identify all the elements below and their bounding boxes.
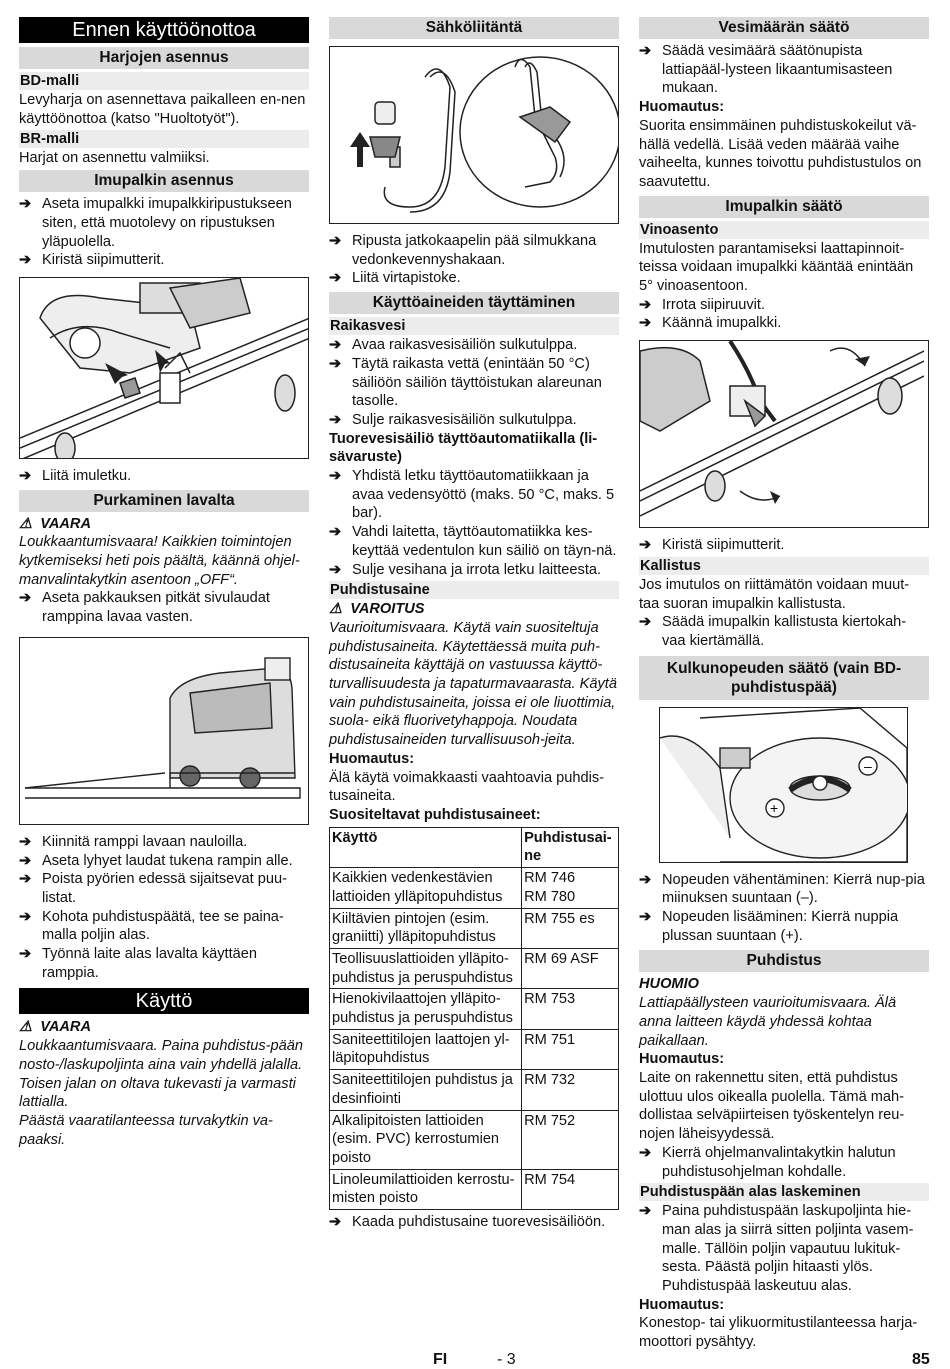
list-item: ➔ Liitä virtapistoke. <box>329 270 461 287</box>
list-item: ➔ Liitä imuletku. <box>19 467 132 484</box>
squeegee-angle-illustration <box>640 341 924 527</box>
heading-water-amount: Vesimäärän säätö <box>639 17 929 39</box>
arrow-icon: ➔ <box>329 524 342 541</box>
column-3 <box>639 17 929 1352</box>
heading-fresh-water: Raikasvesi <box>329 317 619 335</box>
list-item: ➔ Ripusta jatkokaapelin pää silmukkana vedonkevennyshakaan. <box>329 233 597 268</box>
detergent-table <box>329 827 619 1210</box>
arrow-icon: ➔ <box>19 852 32 869</box>
minus-sign: – <box>864 757 872 774</box>
bd-text: Levyharja on asennettava paikalleen en-nen käyttöönottoa (katso "Huoltotyöt"). <box>19 92 306 127</box>
heading-bd-model: BD-malli <box>19 72 309 90</box>
clean-note-text: Laite on rakennettu siten, että puhdistus ulottuu ulos oikealla puolella. Tämä mah-dollistaa selväpiirteisen työskentelyn reu-nojen läheisyydessä. <box>639 1069 905 1143</box>
table-row: Teollisuuslattioiden ylläpito-puhdistus ja peruspuhdistus RM 69 ASF <box>330 948 619 988</box>
cable-illustration <box>330 47 619 223</box>
footer-page-in-language: - 3 <box>497 1351 516 1368</box>
list-item: ➔ Vahdi laitetta, täyttöautomatiikka kes-keyttää vedentulon kun säiliö on täyn-nä. <box>329 524 617 559</box>
heading-detergent: Puhdistusaine <box>329 581 619 599</box>
tilt-step <box>639 613 929 650</box>
squeegee-illustration <box>20 278 309 458</box>
op-danger-text2: Päästä vaaratilanteessa turvakytkin va-paaksi. <box>19 1112 273 1148</box>
lower-note-text: Konestop- tai ylikuormitustilanteessa harja-moottori pysähtyy. <box>639 1315 918 1351</box>
final-step <box>329 1213 619 1232</box>
arrow-icon: ➔ <box>639 315 652 332</box>
arrow-icon: ➔ <box>19 467 32 484</box>
arrow-icon: ➔ <box>19 590 32 607</box>
speed-steps <box>639 871 929 946</box>
warning-icon: ⚠ <box>19 515 33 532</box>
oblique-steps <box>639 296 929 333</box>
heading-speed: Kulkunopeuden säätö (vain BD-puhdistuspää) <box>639 656 929 700</box>
water-step <box>639 42 929 98</box>
table-title: Suositeltavat puhdistusaineet: <box>329 806 541 823</box>
arrow-icon: ➔ <box>19 252 32 269</box>
lower-note-label: Huomautus: <box>639 1296 725 1313</box>
tighten-step <box>639 536 929 555</box>
list-item: ➔ Työnnä laite alas lavalta käyttäen ramppia. <box>19 946 257 981</box>
list-item: ➔ Täytä raikasta vettä (enintään 50 °C) säiliöön säiliön täyttöistukan alareunan tasolle. <box>329 355 602 410</box>
hose-step <box>19 467 309 486</box>
list-item: ➔ Nopeuden lisääminen: Kierrä nuppia plussan suuntaan (+). <box>639 909 899 944</box>
auto-fill-steps <box>329 467 619 579</box>
electric-steps <box>329 232 619 288</box>
list-item: ➔ Sulje vesihana ja irrota letku laitteesta. <box>329 561 602 578</box>
warning-text: Vaurioitumisvaara. Käytä vain suositeltuja puhdistusaineita. Käytettäessä muita puh-distusaineita käyttäjä on vastuussa käyttö-turvallisuudesta ja tapaturmavaarasta. Käytä vain puhdistusaineita, joissa ei ole liuottimia, suola- eikä fluorivetyhappoja. Noudata puhdistusaineiden turvallisuusoh-jeita. <box>329 619 617 749</box>
list-item: ➔ Avaa raikasvesisäiliön sulkutulppa. <box>329 337 578 354</box>
list-item: ➔ Kiristä siipimutterit. <box>19 252 165 269</box>
table-row: Hienokivilaattojen ylläpito-puhdistus ja peruspuhdistus RM 753 <box>330 989 619 1029</box>
list-item: ➔ Säädä imupalkin kallistusta kiertokah-vaa kiertämällä. <box>639 614 907 649</box>
arrow-icon: ➔ <box>639 871 652 888</box>
arrow-icon: ➔ <box>329 233 342 249</box>
water-note-label: Huomautus: <box>639 99 725 116</box>
heading-squeegee-install: Imupalkin asennus <box>19 170 309 192</box>
lower-step <box>639 1202 929 1296</box>
br-text: Harjat on asennettu valmiiksi. <box>19 150 210 167</box>
unload-steps <box>19 833 309 983</box>
pallet-figure <box>19 637 309 825</box>
note-label: Huomautus: <box>329 750 415 767</box>
table-header-cell: Käyttö <box>330 827 522 867</box>
clean-step <box>639 1144 929 1181</box>
arrow-icon: ➔ <box>329 1214 342 1231</box>
arrow-icon: ➔ <box>639 296 652 313</box>
heading-br-model: BR-malli <box>19 130 309 148</box>
arrow-icon: ➔ <box>19 196 32 213</box>
arrow-icon: ➔ <box>19 871 32 888</box>
arrow-icon: ➔ <box>329 270 342 287</box>
arrow-icon: ➔ <box>19 833 32 850</box>
list-item: ➔ Aseta imupalkki imupalkkiripustukseen siten, että muotolevy on ripustuksen yläpuolella. <box>19 196 292 250</box>
note-text: Älä käytä voimakkaasti vaahtoavia puhdis-tusaineita. <box>329 769 604 805</box>
heading-fill: Käyttöaineiden täyttäminen <box>329 292 619 314</box>
arrow-icon: ➔ <box>329 337 342 354</box>
arrow-icon: ➔ <box>639 909 652 926</box>
water-note-text: Suorita ensimmäinen puhdistuskokeilut vä-hällä vedellä. Lisää veden määrää vaihe vaiheelta, kunnes toivottu puhdistustulos on saavutettu. <box>639 117 922 190</box>
table-header-row <box>330 827 619 867</box>
oblique-text: Imutulosten parantamiseksi laattapinnoit-teissa voidaan imupalkki kääntää enintään 5° vinoasentoon. <box>639 240 914 295</box>
speed-figure <box>659 707 908 863</box>
column-2 <box>329 17 619 1232</box>
list-item: ➔ Säädä vesimäärä säätönupista lattiapääl-lysteen likaantumisasteen mukaan. <box>639 43 893 97</box>
heading-tilt: Kallistus <box>639 557 929 575</box>
clean-note-label: Huomautus: <box>639 1051 725 1068</box>
footer-page-number: 85 <box>912 1351 930 1368</box>
column-1 <box>19 17 309 1149</box>
list-item: ➔ Irrota siipiruuvit. <box>639 296 765 313</box>
heading-squeegee-adjust: Imupalkin säätö <box>639 196 929 218</box>
heading-oblique: Vinoasento <box>639 221 929 239</box>
arrow-icon: ➔ <box>639 43 652 59</box>
list-item: ➔ Nopeuden vähentäminen: Kierrä nup-pia miinuksen suuntaan (–). <box>639 871 925 907</box>
heading-cleaning: Puhdistus <box>639 950 929 972</box>
section-title-commissioning: Ennen käyttöönottoa <box>19 17 309 43</box>
squeegee-oblique-figure <box>639 340 929 528</box>
arrow-icon: ➔ <box>329 468 342 485</box>
heading-brush-install: Harjojen asennus <box>19 47 309 69</box>
squeegee-steps <box>19 195 309 270</box>
arrow-icon: ➔ <box>639 1144 652 1161</box>
heading-electric: Sähköliitäntä <box>329 17 619 39</box>
warning-icon: ⚠ <box>329 601 343 618</box>
notice-label: HUOMIO <box>639 976 699 993</box>
table-row: Saniteettitilojen puhdistus ja desinfiointi RM 732 <box>330 1070 619 1110</box>
list-item: ➔ Sulje raikasvesisäiliön sulkutulppa. <box>329 411 577 428</box>
arrow-icon: ➔ <box>329 561 342 578</box>
heading-lower-head: Puhdistuspään alas laskeminen <box>639 1183 929 1201</box>
danger-label: ⚠ VAARA <box>19 515 92 532</box>
list-item: ➔ Poista pyörien edessä sijaitsevat puu-listat. <box>19 871 287 906</box>
list-item: ➔ Yhdistä letku täyttöautomatiikkaan ja avaa vedensyöttö (maks. 50 °C, maks. 5 bar). <box>329 468 615 522</box>
tilt-text: Jos imutulos on riittämätön voidaan muut-taa suoran imupalkin kallistusta. <box>639 576 910 612</box>
speed-knob-illustration <box>660 708 907 862</box>
arrow-icon: ➔ <box>639 537 652 554</box>
op-danger-label: ⚠ VAARA <box>19 1019 92 1036</box>
machine-on-pallet-illustration <box>20 638 309 824</box>
arrow-icon: ➔ <box>639 614 652 631</box>
warning-icon: ⚠ <box>19 1019 33 1036</box>
list-item: ➔ Paina puhdistuspään laskupoljinta hie-man alas ja siirrä sitten poljinta vasem-malle. Tällöin poljin vapautuu lukituk-sesta. Päästä poljin hitaasti ylös. Puhdistuspää laskeutuu alas. <box>639 1203 914 1295</box>
arrow-icon: ➔ <box>19 946 32 963</box>
notice-text: Lattiapäällysteen vaurioitumisvaara. Älä anna laitteen käydä yhdessä kohtaa paikallaan. <box>639 995 897 1049</box>
list-item: ➔ Kiinnitä ramppi lavaan nauloilla. <box>19 833 248 850</box>
arrow-icon: ➔ <box>19 908 32 925</box>
arrow-icon: ➔ <box>329 355 342 372</box>
auto-fill-heading: Tuorevesisäiliö täyttöautomatiikalla (li-sävaruste) <box>329 430 598 466</box>
danger-text: Loukkaantumisvaara! Kaikkien toimintojen kytkemiseksi heti pois päältä, käännä ohjel-manvalintakytkin asentoon „OFF“. <box>19 534 300 588</box>
squeegee-install-figure <box>19 277 309 459</box>
unload-step1 <box>19 589 309 626</box>
arrow-icon: ➔ <box>639 1203 652 1220</box>
table-row: Saniteettitilojen laattojen yl-läpitopuhdistus RM 751 <box>330 1029 619 1069</box>
list-item: ➔ Kiristä siipimutterit. <box>639 537 785 554</box>
heading-unload: Purkaminen lavalta <box>19 490 309 512</box>
table-row: Alkalipitoisten lattioiden (esim. PVC) kerrostumien poisto RM 752 <box>330 1110 619 1169</box>
list-item: ➔ Aseta lyhyet laudat tukena rampin alle. <box>19 852 293 869</box>
list-item: ➔ Kohota puhdistuspäätä, tee se paina-malla poljin alas. <box>19 908 284 944</box>
table-header-cell: Puhdistusai-ne <box>522 827 619 867</box>
table-row: Kaikkien vedenkestävien lattioiden ylläpitopuhdistus RM 746 RM 780 <box>330 868 619 908</box>
warning-label: ⚠ VAROITUS <box>329 601 425 618</box>
list-item: ➔ Aseta pakkauksen pitkät sivulaudat ramppina lavaa vasten. <box>19 590 270 626</box>
list-item: ➔ Käännä imupalkki. <box>639 315 782 332</box>
footer-language: FI <box>433 1351 448 1368</box>
list-item: ➔ Kierrä ohjelmanvalintakytkin halutun puhdistusohjelman kohdalle. <box>639 1144 896 1180</box>
plus-sign: + <box>770 799 779 816</box>
arrow-icon: ➔ <box>329 411 342 428</box>
section-title-operation: Käyttö <box>19 988 309 1014</box>
table-row: Kiiltävien pintojen (esim. graniitti) ylläpitopuhdistus RM 755 es <box>330 908 619 948</box>
op-danger-text: Loukkaantumisvaara. Paina puhdistus-pään nosto-/laskupoljinta aina vain yhdellä jalalla. Toisen jalan on oltava tukevasti ja varmasti lattialla. <box>19 1038 303 1111</box>
table-row: Linoleumilattioiden kerrostu-misten poisto RM 754 <box>330 1169 619 1209</box>
list-item: ➔ Kaada puhdistusaine tuorevesisäiliöön. <box>329 1214 606 1231</box>
electric-figure <box>329 46 619 224</box>
fresh-steps <box>329 336 619 430</box>
